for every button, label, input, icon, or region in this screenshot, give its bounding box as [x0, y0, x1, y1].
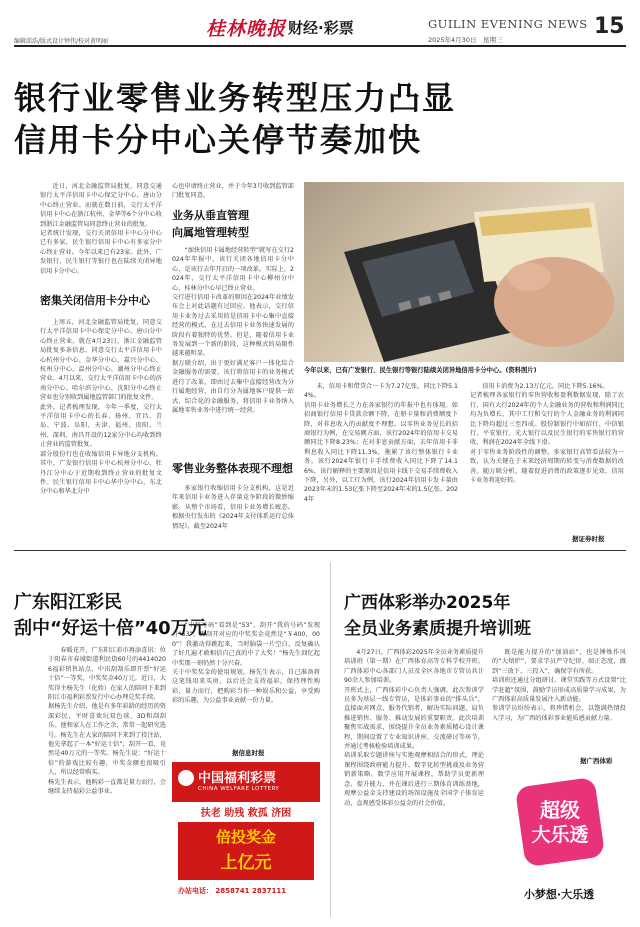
welfare-ad-brand-en: CHINA WELFARE LOTTERY [198, 786, 280, 792]
welfare-ad-slogan: 扶老 助残 救孤 济困 [200, 808, 292, 819]
article-divider [330, 562, 331, 917]
lead-col4-body: 信用卡消费为2.13万亿元，同比下降5.16%。 记者梳理各家银行的零售营收和盈利数据发现，除了农行、国有大行2024年的个人金融业务的营收和利润同比均为负增长，其中工行和交行的个人金融业务的利润同比下降均超过三至四成。股份制银行中如招行、中信银行、平安银行、光大银行以及民生银行的零售银行的营收、利润在2024年全线下滑。 对于零售业务阶段性的调整，多家银行高管看法较为一致，认为关键在于未来经济周期的转变与消费数据的改善。随万联分析，随着促进消费的政策逐步见效，信用卡业务将迎好转。 [470, 383, 624, 485]
right-article-col1: 4月27日，广西体彩2025年全员业务素质提升培训班（第一期）在广西体育高等专科学校开班。广西体彩中心各部门人员及全区各地市专管员共计90余人参加培训。 开班式上，广西体彩中心负责人强调，此次参训学员多为基层一线专管员，是体彩事业的“排头兵”，直接面对网点、服务代销者，解决实际问题，肩负推进销售、服务、推动发展的重要职责。此次培训聚焦实战需求，围绕提升全员业务素质精心设计课程，期间设置了专业知识讲座、交流研讨等环节，并通过考核检验培训成果。 培训采取专题讲座与实地观摩相结合的形式，理论课程围绕政府能力提升、数字化转型挑战及业务营销新策略、数学应用开展课程，帮助学员更新理念、提升能力，并在课后进行三期体育训练基地，观摩公益金支持建设的场馆设施及全国学子体育运动，直观感受体彩公益金的社会价值。 [344, 649, 484, 807]
issue-date: 2025年4月30日 星期三 [428, 36, 503, 44]
lead-col2-subhead2: 零售业务整体表现不理想 [172, 462, 293, 475]
lead-col3-body: 末，信用卡和借贷合一卡为7.27亿张，同比下降5.14%。 信用卡业务增长乏力在各家银行的年报中也有体现。如招商银行信用卡贷款余额下降，在册卡量和消费额度下降，对非息收入的贡献度不理想。以零售业务见长的招商银行为例，在交易额方面，该行2024年的信用卡交易额同比下降8.23%；在对非息贡献方面，去年信用卡非利息收入同比下降11.3%，拖累了该行整体银行卡业务。该行2024年银行卡手续费收入同比下降了14.16%，该行解释的主要原因是信用卡线下交易手续费收入下降，另外，以工行为例，该行2024年信用卡发卡量由2023年末的1.53亿张下降至2024年末的1.5亿张。2024年 [304, 383, 458, 503]
left-article-source: 据信息时报 [232, 749, 265, 757]
super-lotto-ad [492, 772, 626, 912]
lead-source: 据证券时报 [572, 535, 605, 543]
editor-credits: 编辑邱浩/版式设计钟伟/校对黄明丽 [14, 38, 109, 45]
lead-headline-line1: 银行业零售业务转型压力凸显 [14, 79, 457, 117]
section-name: 财经·彩票 [288, 19, 354, 37]
right-article-source: 据广西体彩 [580, 757, 613, 765]
right-article-title-line2: 全员业务素质提升培训班 [344, 619, 531, 639]
super-lotto-tagline: 小梦想·大乐透 [523, 888, 595, 901]
card-terminal-illustration [304, 182, 624, 362]
lead-photo [304, 182, 624, 362]
masthead-logo: 桂林晚报 [206, 18, 287, 40]
lead-col2-top: 心也申请终止营业，并于今年3月收到监管部门批复同意。 [172, 183, 294, 200]
left-article-title-line1: 广东阳江彩民 [14, 592, 122, 613]
right-article-title-line1: 广西体彩举办2025年 [344, 593, 511, 613]
page-number: 15 [594, 14, 625, 39]
left-article-col1: 春暖花开，广东阳江彩市再添喜讯：位于阳春市春城街道利民街60号的44140206福彩销售站点，中出刮刮乐即开票“好运十倍”一等奖，中奖奖金40万元。近日，大奖得主杨先生（化姓）在家人的陪同下来到阳江市福利彩票发行中心办理兑奖手续。 据杨先生介绍，他是有多年彩龄的经历的资深彩民，平时喜欢玩双色球、3D和刮刮乐。他和家人在工作之余，常常一起研究选号。杨先生在大家的陪同下来到了投注站，他先拿起了一本“好运十倍”，刮开一看，竟然是40万元的一等奖。杨先生说：“好运十倍”的游戏比较有趣，中奖金额也很吸引人，所以经常购买。 杨先生表示，他购彩一直都是量力而行，会继续支持福彩公益事业。 [48, 647, 166, 796]
welfare-ad-phone: 办站电话： 2858741 2837111 [178, 887, 287, 895]
right-article-col2: 既是能力提升的“加油站”，也是锤炼作风的“大熔炉”，要求学员严守纪律、端正态度，做到“三放下、三投入”，确保学有所获。 培训班还通过分组研讨、课堂实践等方式设置“比学赶超”氛围，鼓励学员形成高质量学习成果，为广西体彩高质量发展注入新动能。 参训学员纷纷表示，将珍惜机会，以饱满热情投入学习，为广西的体彩事业能质感贡献力量。 [492, 649, 626, 722]
lead-col2-subhead1-line2: 向属地管理转型 [172, 226, 249, 239]
lead-col2-subhead1-line1: 业务从垂直管理 [172, 209, 249, 222]
super-lotto-main-line1: 超级 [540, 798, 580, 822]
welfare-ad-promo-amount: 上亿元 [220, 853, 272, 873]
lead-photo-caption: 今年以来，已有广发银行、民生银行等银行陆续关闭异地信用卡分中心。(资料图片) [304, 367, 537, 374]
welfare-lottery-ad [172, 762, 320, 910]
lead-col2-body2: 多家银行收缩信用卡分支机构，这是近年来信用卡业务进入存量竞争阶段的微妙缩影。从整个市场看，信用卡业务增长疲态。根据央行发布的《2024年支付体系运行总体情况》，截至2024年 [172, 485, 294, 530]
lead-bottom-rule [14, 550, 626, 551]
lead-col1-intro: 近日，河北金融监管局批复，同意交通银行太平洋信用卡中心保定分中心、唐山分中心终止营业。而就在数日前，交行太平洋信用卡中心在浙江杭州、金华等6个分中心收到浙江金融监管局同意终止营业的批复。 记者统计发现，交行关闭信用卡中心分中心已有多家，民生银行信用卡中心有多家分中心终止营业。今年以来已有23家。此外，广发银行、民生银行等银行也在陆续关闭异地信用卡分中心。 [40, 183, 162, 275]
super-lotto-main-line2: 大乐透 [531, 824, 589, 846]
welfare-lottery-logo-icon [178, 770, 194, 786]
welfare-ad-brand: 中国福利彩票 [198, 771, 277, 786]
header-rule [14, 45, 626, 47]
left-article-title-line2: 刮中“好运十倍”40万元 [14, 618, 207, 639]
welfare-ad-promo: 倍投奖金 [215, 828, 276, 846]
left-article-col3: “中奖号码”看到是“53”，刮开“我的号码”发现有“53”，再刮开对应的中奖奖金竟然是“￥400，000”！我激动得跳起来，当时脑袋一片空白，反复确认了好几遍才敢相信自己真的中了大奖！”杨先生回忆起中奖那一刻仍然十分兴奋。 关于中奖奖金的使用规划，杨先生表示，自己准备将这笔钱用来买房，以后还会支持福彩，保持理性购彩，量力而行，把购彩当作一种娱乐和公益，享受购彩的乐趣，为公益事业贡献一份力量。 [172, 622, 320, 705]
lead-headline-line2: 信用卡分中心关停节奏加快 [14, 121, 423, 159]
english-title: GUILIN EVENING NEWS [428, 17, 588, 31]
lead-col1-subhead: 密集关闭信用卡分中心 [40, 294, 150, 307]
lead-col2-body1: “加快信用卡属地经营转型”就写在交行2024年年报中，该行关闭各地信用卡分中心，是该行去年开启的一项改革。实际上，2024年，交行太平洋信用卡中心柳州分中心、桂林分中心早已终止营业。 交行进行信用卡改革的原因在2024年业绩发布会上对此话题有过回应。他表示，交行信用卡业务过去采用的是信用卡中心集中直接经营的模式，在过去信用卡业务快速发展的阶段有着独特的优势。但是，随着信用卡业务发展到一个新的阶段，这种模式的局限性越来越明显。 据万联介绍，出于更好满足客户一体化综合金融服务的需要，该行将信用卡的业务模式进行了改革，即由过去集中直接经营改为分行属地经营，由自行分为属地客户提供一站式、综合化的金融服务，将信用卡业务纳入属地零售业务中进行统一经营。 [172, 247, 294, 414]
lead-col1-body: 上周五，河北金融监管局批复，同意交行太平洋信用卡中心保定分中心、唐山分中心终止营业。就在4月23日，浙江金融监管局批复多条信息，同意交行太平洋信用卡中心杭州分中心、金华分中心、嘉兴分中心、杭州分中心、温州分中心、湖州分中心终止营业。4月以来，交行太平洋信用卡中心的济南分中心、哈尔滨分中心、沈阳分中心终止营业也分别收到属地监管部门的批复文件。 此外，记者梳理发现，今年一季度，交行太平洋信用卡中心的长春、扬州、宜昌、青岛、宁波、阜阳、天津、福州、贵阳、兰州、深圳、南昌开设的12家分中心均收到终止营业的监管批复。 部分股份行也在收缩信用卡异地分支机构。其中，广发银行信用卡中心杭州分中心、牡丹江分中心于近期收到终止营业的批复文件。民生银行信用卡中心华中分中心、东北分中心和华北分中 [40, 319, 162, 496]
